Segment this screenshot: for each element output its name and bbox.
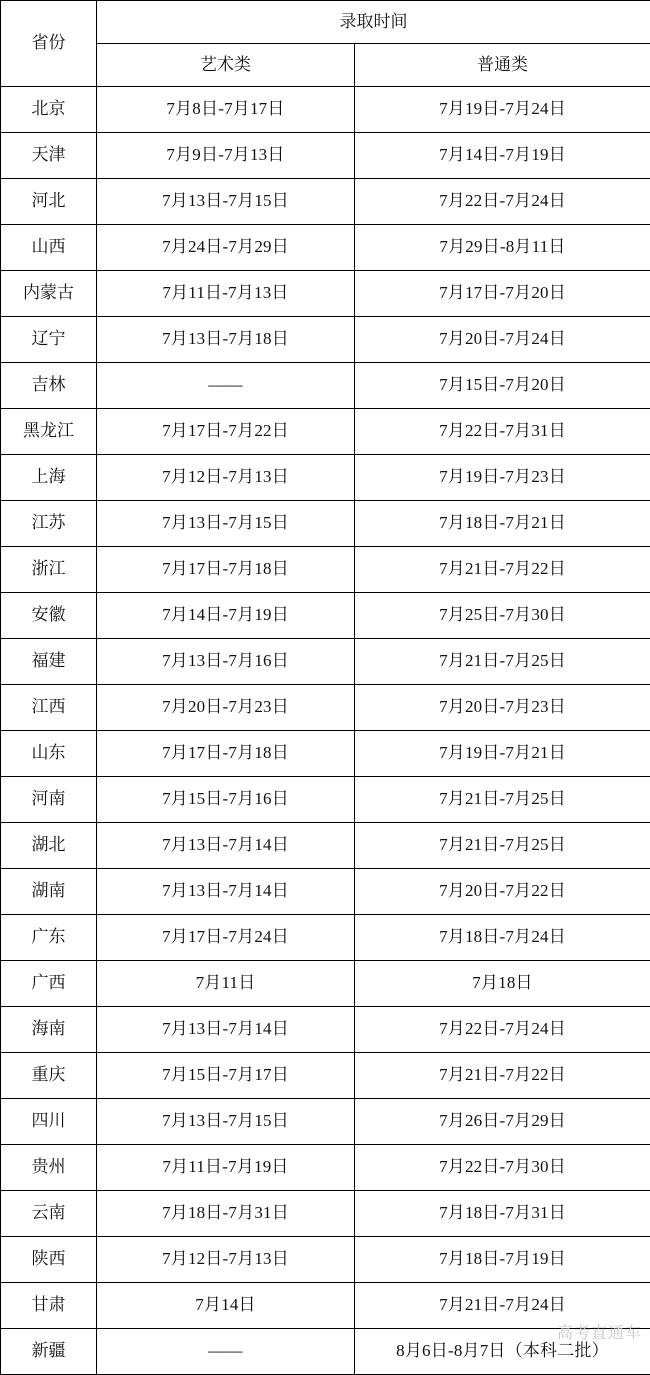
cell-province: 北京 xyxy=(1,87,97,133)
table-body xyxy=(1,87,650,1375)
cell-art-date-range: 7月13日-7月16日 xyxy=(97,639,355,685)
cell-general-date-range: 7月20日-7月24日 xyxy=(355,317,650,363)
cell-general-date-range: 7月18日-7月31日 xyxy=(355,1191,650,1237)
table-row xyxy=(1,685,650,731)
cell-art-date-range: 7月12日-7月13日 xyxy=(97,1237,355,1283)
cell-province: 黑龙江 xyxy=(1,409,97,455)
cell-province: 福建 xyxy=(1,639,97,685)
table-row xyxy=(1,777,650,823)
cell-province: 吉林 xyxy=(1,363,97,409)
cell-province: 浙江 xyxy=(1,547,97,593)
cell-province: 安徽 xyxy=(1,593,97,639)
column-header-admission-time: 录取时间 xyxy=(97,1,650,44)
cell-general-date-range: 7月18日 xyxy=(355,961,650,1007)
table-row xyxy=(1,1329,650,1375)
cell-general-date-range: 7月20日-7月22日 xyxy=(355,869,650,915)
table-row xyxy=(1,455,650,501)
cell-general-date-range: 7月17日-7月20日 xyxy=(355,271,650,317)
table-row xyxy=(1,179,650,225)
cell-province: 新疆 xyxy=(1,1329,97,1375)
cell-art-date-range: 7月13日-7月14日 xyxy=(97,823,355,869)
cell-art-date-range: 7月24日-7月29日 xyxy=(97,225,355,271)
table-row xyxy=(1,1145,650,1191)
cell-province: 重庆 xyxy=(1,1053,97,1099)
cell-province: 湖北 xyxy=(1,823,97,869)
table-row xyxy=(1,593,650,639)
cell-art-date-range: 7月17日-7月18日 xyxy=(97,547,355,593)
cell-general-date-range: 7月25日-7月30日 xyxy=(355,593,650,639)
table-row xyxy=(1,639,650,685)
cell-art-date-range: 7月13日-7月15日 xyxy=(97,179,355,225)
cell-province: 江西 xyxy=(1,685,97,731)
table-row xyxy=(1,547,650,593)
table-row xyxy=(1,1283,650,1329)
cell-province: 河南 xyxy=(1,777,97,823)
cell-art-date-range: 7月20日-7月23日 xyxy=(97,685,355,731)
cell-general-date-range: 7月15日-7月20日 xyxy=(355,363,650,409)
cell-art-date-range: 7月13日-7月14日 xyxy=(97,869,355,915)
cell-province: 贵州 xyxy=(1,1145,97,1191)
cell-art-date-range: 7月11日-7月19日 xyxy=(97,1145,355,1191)
cell-general-date-range: 7月21日-7月22日 xyxy=(355,547,650,593)
table-row xyxy=(1,823,650,869)
cell-general-date-range: 7月21日-7月25日 xyxy=(355,639,650,685)
table-row xyxy=(1,1053,650,1099)
cell-province: 山西 xyxy=(1,225,97,271)
column-header-art: 艺术类 xyxy=(97,44,355,87)
table-row xyxy=(1,731,650,777)
cell-general-date-range: 7月19日-7月23日 xyxy=(355,455,650,501)
cell-province: 湖南 xyxy=(1,869,97,915)
cell-art-date-range: —— xyxy=(97,1329,355,1375)
cell-art-date-range: 7月12日-7月13日 xyxy=(97,455,355,501)
cell-general-date-range: 7月22日-7月24日 xyxy=(355,1007,650,1053)
cell-general-date-range: 7月26日-7月29日 xyxy=(355,1099,650,1145)
cell-province: 内蒙古 xyxy=(1,271,97,317)
header-row-sub xyxy=(1,44,650,87)
cell-province: 上海 xyxy=(1,455,97,501)
column-header-general: 普通类 xyxy=(355,44,650,87)
cell-art-date-range: 7月14日-7月19日 xyxy=(97,593,355,639)
cell-general-date-range: 7月18日-7月24日 xyxy=(355,915,650,961)
cell-province: 辽宁 xyxy=(1,317,97,363)
cell-general-date-range: 7月22日-7月30日 xyxy=(355,1145,650,1191)
cell-art-date-range: 7月13日-7月18日 xyxy=(97,317,355,363)
cell-general-date-range: 7月20日-7月23日 xyxy=(355,685,650,731)
cell-art-date-range: 7月18日-7月31日 xyxy=(97,1191,355,1237)
cell-general-date-range: 7月21日-7月25日 xyxy=(355,777,650,823)
table-row xyxy=(1,501,650,547)
table-row xyxy=(1,1007,650,1053)
cell-province: 河北 xyxy=(1,179,97,225)
header-row-top xyxy=(1,1,650,44)
table-row xyxy=(1,869,650,915)
cell-province: 海南 xyxy=(1,1007,97,1053)
cell-general-date-range: 7月22日-7月24日 xyxy=(355,179,650,225)
cell-province: 云南 xyxy=(1,1191,97,1237)
cell-general-date-range: 7月19日-7月24日 xyxy=(355,87,650,133)
cell-general-date-range: 7月21日-7月22日 xyxy=(355,1053,650,1099)
cell-art-date-range: 7月13日-7月15日 xyxy=(97,501,355,547)
cell-general-date-range: 7月21日-7月25日 xyxy=(355,823,650,869)
table-row xyxy=(1,409,650,455)
cell-general-date-range: 7月14日-7月19日 xyxy=(355,133,650,179)
cell-province: 甘肃 xyxy=(1,1283,97,1329)
cell-province: 江苏 xyxy=(1,501,97,547)
cell-province: 广西 xyxy=(1,961,97,1007)
cell-art-date-range: 7月13日-7月14日 xyxy=(97,1007,355,1053)
cell-art-date-range: 7月11日 xyxy=(97,961,355,1007)
cell-province: 陕西 xyxy=(1,1237,97,1283)
table-row xyxy=(1,133,650,179)
table-header xyxy=(1,1,650,87)
cell-general-date-range: 7月21日-7月24日 xyxy=(355,1283,650,1329)
cell-general-date-range: 8月6日-8月7日（本科二批） xyxy=(355,1329,650,1375)
cell-art-date-range: 7月17日-7月22日 xyxy=(97,409,355,455)
cell-art-date-range: 7月17日-7月18日 xyxy=(97,731,355,777)
table-row xyxy=(1,87,650,133)
cell-art-date-range: 7月14日 xyxy=(97,1283,355,1329)
cell-province: 广东 xyxy=(1,915,97,961)
cell-art-date-range: —— xyxy=(97,363,355,409)
cell-general-date-range: 7月18日-7月21日 xyxy=(355,501,650,547)
cell-province: 山东 xyxy=(1,731,97,777)
table-row xyxy=(1,961,650,1007)
cell-province: 四川 xyxy=(1,1099,97,1145)
table-row xyxy=(1,225,650,271)
table-row xyxy=(1,317,650,363)
cell-art-date-range: 7月9日-7月13日 xyxy=(97,133,355,179)
cell-general-date-range: 7月19日-7月21日 xyxy=(355,731,650,777)
cell-general-date-range: 7月29日-8月11日 xyxy=(355,225,650,271)
table-row xyxy=(1,1237,650,1283)
cell-art-date-range: 7月13日-7月15日 xyxy=(97,1099,355,1145)
watermark-label: 高考直通车 xyxy=(557,1320,642,1343)
table-row xyxy=(1,1191,650,1237)
table-row xyxy=(1,271,650,317)
cell-art-date-range: 7月17日-7月24日 xyxy=(97,915,355,961)
table-row xyxy=(1,1099,650,1145)
cell-general-date-range: 7月18日-7月19日 xyxy=(355,1237,650,1283)
cell-art-date-range: 7月11日-7月13日 xyxy=(97,271,355,317)
cell-art-date-range: 7月15日-7月17日 xyxy=(97,1053,355,1099)
table-row xyxy=(1,363,650,409)
cell-art-date-range: 7月8日-7月17日 xyxy=(97,87,355,133)
cell-province: 天津 xyxy=(1,133,97,179)
cell-art-date-range: 7月15日-7月16日 xyxy=(97,777,355,823)
table-row xyxy=(1,915,650,961)
cell-general-date-range: 7月22日-7月31日 xyxy=(355,409,650,455)
column-header-province: 省份 xyxy=(1,1,97,87)
